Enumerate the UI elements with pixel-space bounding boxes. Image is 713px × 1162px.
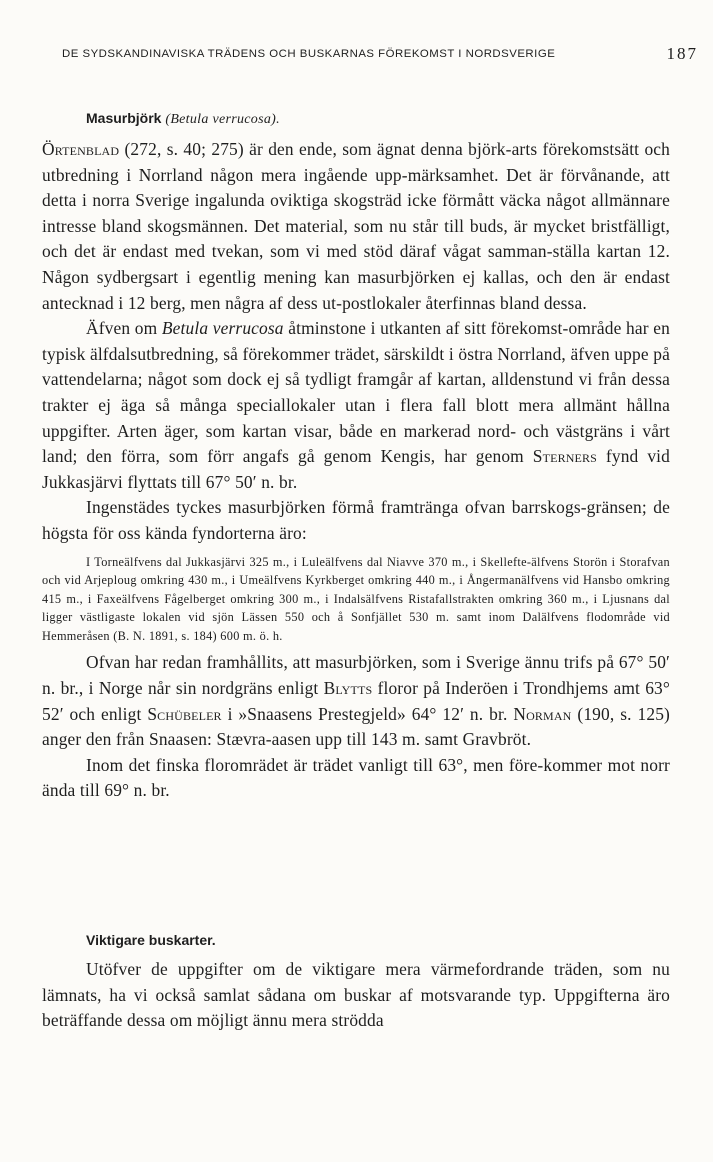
- author-name: Norman: [513, 703, 572, 724]
- paragraph-text: Ingenstädes tyckes masurbjörken förmå framtränga ofvan barrskogs-gränsen; de högsta för oss kända fyndorterna äro:: [42, 497, 670, 543]
- text-fragment: i »Snaasens Prestegjeld» 64° 12′ n. br.: [227, 703, 508, 724]
- paragraph-ortenblad: [42, 137, 670, 316]
- locality-list-small-print: [42, 553, 670, 646]
- text-fragment: floror på Inderöen i Trondhjems amt 63° 52′ och enligt: [42, 678, 671, 724]
- text-fragment: (190, s. 125) anger den från Snaasen: Stævra-aasen upp till 143 m. samt Gravbröt.: [42, 703, 670, 750]
- section-heading-buskarter: [86, 932, 216, 948]
- paragraph-text: Inom det finska floromrädet är trädet vanligt till 63°, men före-kommer mot norr ända till 69° n. br.: [42, 754, 670, 801]
- latin-name: Betula verrucosa: [161, 318, 284, 339]
- paragraph-text: Utöfver de uppgifter om de viktigare mera värmefordrande träden, som nu lämnats, ha vi också samlat sådana om buskar af motsvarande typ. Uppgifterna äro beträffande dessa om möjligt ännu mera strödda: [42, 959, 670, 1031]
- heading-latin-name: (Betula verrucosa).: [165, 112, 280, 127]
- text-fragment: Äfven om: [86, 318, 158, 339]
- author-name: Schübeler: [147, 703, 222, 724]
- paragraph-text: (272, s. 40; 275) är den ende, som ägnat denna björk-arts förekomstsätt och utbredning i Norrland någon mera ingående upp-märksamhet. Det är förvånande, att detta i norra Sverige ingalunda oviktiga skogsträd icke förmått väcka något allmännare intresse bland skogsmännen. Det material, som nu står till buds, är mycket bristfälligt, och det är endast med tvekan, som vi med stöd däraf vågat samman-ställa kartan 12. Någon sydbergsart i egentlig mening kan masurbjörken ej kallas, och den är endast antecknad i 12 berg, men några af dess ut-postlokaler återfinnas bland dessa.: [42, 139, 670, 313]
- section-heading-masurbjork: [86, 110, 280, 128]
- author-name: Örtenblad: [42, 139, 120, 159]
- page-number: 187: [666, 44, 698, 63]
- small-print-text: I Torneälfvens dal Jukkasjärvi 325 m., i Luleälfvens dal Niavve 370 m., i Skellefte-älfvens Storön i Storafvan och vid Arjeploug omkring 430 m., i Umeälfvens Kyrkberget omkring 440 m., i Ångermanälfvens vid Hansbo omkring 415 m., i Faxeälfvens Fågelberget omkring 300 m., i Indalsälfvens Ristafallstrakten omkring 360 m., i Ljusnans dal ligger västligaste lokalen vid sjön Lässen 550 och å Sonfjället 530 m. samt inom Dalälfvens flodområde vid Hemmeråsen (B. N. 1891, s. 184) 600 m. ö. h.: [42, 554, 670, 643]
- text-fragment: åtminstone i utkanten af sitt förekomst-område har en typisk älfdalsutbredning, så förekommer trädet, särskildt i östra Norrland, äfven uppe på vattendelarna; något som dock ej så tydligt framgår af kartan, alldenstund vi från dessa trakter ej äga så många speciallokaler utan i flera fall blott mera allmänt hållna uppgifter. Arten äger, som kartan visar, både en markerad nord- och västgräns i vårt land; den förra, som förr angafs gå genom Kengis, har genom: [42, 318, 670, 467]
- running-title: DE SYDSKANDINAVISKA TRÄDENS OCH BUSKARNAS FÖREKOMST I NORDSVERIGE: [62, 48, 556, 60]
- heading-common-name: Masurbjörk: [86, 110, 162, 126]
- author-name: Blytts: [323, 678, 373, 699]
- paragraph-inom: [42, 753, 670, 804]
- paragraph-ofvan: [42, 650, 670, 752]
- running-header: [28, 46, 698, 68]
- buskarter-body-text: [42, 957, 670, 1034]
- text-fragment: fynd vid Jukkasjärvi flyttats till 67° 50′ n. br.: [42, 446, 670, 492]
- paragraph-ingenstades: [42, 495, 670, 546]
- author-name: Sterners: [532, 446, 597, 467]
- main-body-text: [42, 137, 670, 804]
- paragraph-afven: [42, 316, 670, 495]
- heading-text: Viktigare buskarter.: [86, 932, 216, 948]
- paragraph-utofver: [42, 957, 670, 1034]
- text-fragment: Ofvan har redan framhållits, att masurbjörken, som i Sverige ännu trifs på 67° 50′ n. br., i Norge når sin nordgräns enligt: [42, 652, 670, 699]
